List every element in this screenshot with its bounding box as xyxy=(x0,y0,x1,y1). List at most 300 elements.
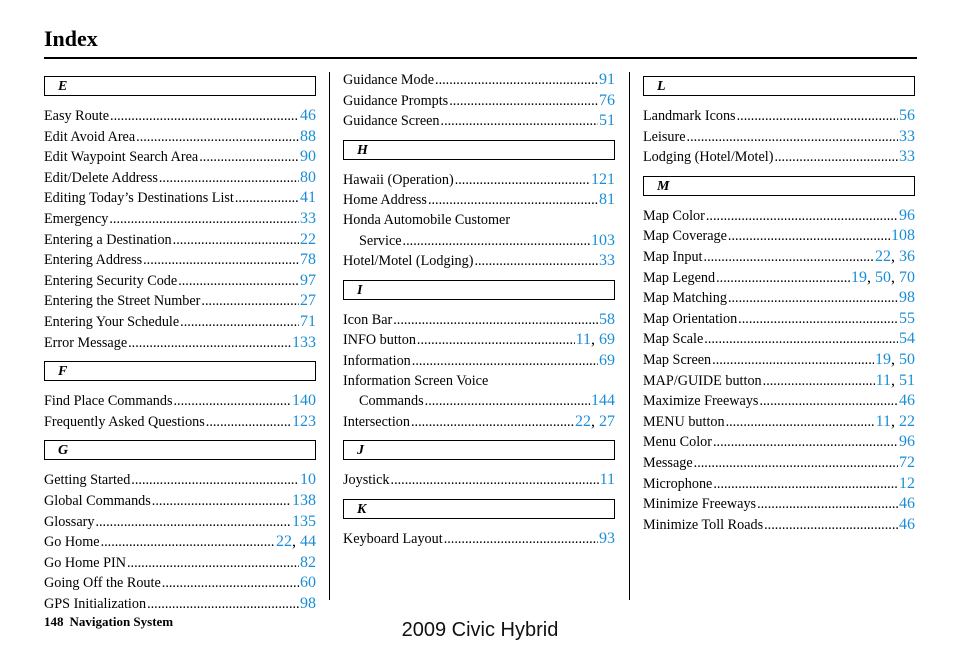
entry-pages xyxy=(300,106,316,126)
entry-label: Message xyxy=(643,454,693,471)
index-entry xyxy=(44,271,316,292)
page-link[interactable]: 70 xyxy=(899,268,915,286)
entry-label: Map Input xyxy=(643,248,703,265)
page-separator: , xyxy=(867,268,875,286)
dot-leader xyxy=(687,128,898,148)
entry-label: Lodging (Hotel/Motel) xyxy=(643,149,774,166)
entry-label: Information xyxy=(343,352,411,369)
entry-pages xyxy=(300,209,316,229)
entry-label: Service xyxy=(359,232,402,249)
index-section xyxy=(343,140,615,272)
index-section xyxy=(643,176,915,536)
page-link[interactable]: 50 xyxy=(875,268,891,286)
entry-pages xyxy=(292,391,316,411)
page-link[interactable]: 55 xyxy=(899,309,915,327)
entry-pages xyxy=(300,291,316,311)
entry-pages xyxy=(899,453,915,473)
entry-pages xyxy=(599,111,615,131)
page-link[interactable]: 50 xyxy=(899,350,915,368)
page-link[interactable]: 54 xyxy=(899,330,915,348)
page-link[interactable]: 103 xyxy=(591,231,615,249)
dot-leader xyxy=(147,595,299,615)
entry-label: Edit Waypoint Search Area xyxy=(44,149,199,166)
dot-leader xyxy=(162,574,299,594)
index-entry xyxy=(343,231,615,252)
index-entry xyxy=(44,250,316,271)
dot-leader xyxy=(173,392,291,412)
page-link[interactable]: 11 xyxy=(875,371,891,389)
entry-pages xyxy=(899,309,915,329)
entry-pages xyxy=(851,268,915,288)
page-link[interactable]: 56 xyxy=(899,107,915,124)
dot-leader xyxy=(474,252,598,272)
index-section xyxy=(44,440,316,614)
entry-pages xyxy=(292,333,316,353)
dot-leader xyxy=(704,248,874,268)
index-entry xyxy=(343,170,615,191)
entry-pages xyxy=(876,412,915,432)
page-link[interactable]: 93 xyxy=(599,529,615,547)
page-link[interactable]: 51 xyxy=(899,371,915,389)
index-entry xyxy=(44,470,316,491)
page-link[interactable]: 33 xyxy=(899,127,915,145)
section-letter-header: E xyxy=(44,76,316,96)
index-entry xyxy=(643,247,915,268)
entry-pages xyxy=(591,231,615,251)
page-link[interactable]: 11 xyxy=(599,471,615,489)
page-link[interactable]: 22 xyxy=(276,533,292,551)
page-link[interactable]: 97 xyxy=(300,271,316,289)
dot-leader xyxy=(178,272,299,292)
entry-label: Entering the Street Number xyxy=(44,293,201,310)
dot-leader xyxy=(737,107,898,127)
index-entry xyxy=(343,529,615,550)
index-column-1 xyxy=(44,70,316,614)
entry-pages xyxy=(876,371,915,391)
entry-pages xyxy=(300,168,316,188)
page-link[interactable]: 138 xyxy=(292,491,316,509)
index-entry xyxy=(44,209,316,230)
page-link[interactable]: 135 xyxy=(292,512,316,530)
page-link[interactable]: 96 xyxy=(899,206,915,224)
entry-label: Minimize Toll Roads xyxy=(643,516,764,533)
entry-label: Joystick xyxy=(343,472,390,489)
entry-pages xyxy=(899,432,915,452)
page-link[interactable]: 10 xyxy=(300,471,316,489)
index-entry xyxy=(343,70,615,91)
page-link[interactable]: 121 xyxy=(591,170,615,188)
index-entry xyxy=(343,251,615,272)
page-link[interactable]: 60 xyxy=(300,574,316,592)
entry-pages xyxy=(300,470,316,490)
entry-label: Hotel/Motel (Lodging) xyxy=(343,253,474,270)
dot-leader xyxy=(713,475,898,495)
index-entry xyxy=(44,188,316,209)
dot-leader xyxy=(128,334,291,354)
index-entry xyxy=(343,470,615,491)
entry-label: Error Message xyxy=(44,334,128,351)
page-link[interactable]: 44 xyxy=(300,533,316,551)
dot-leader xyxy=(425,392,590,412)
entry-pages xyxy=(899,147,915,167)
index-entry xyxy=(643,474,915,495)
dot-leader xyxy=(757,495,898,515)
entry-label: Entering Your Schedule xyxy=(44,313,180,330)
entry-pages xyxy=(599,351,615,371)
page-link[interactable]: 72 xyxy=(899,453,915,471)
entry-label: Map Color xyxy=(643,207,705,224)
entry-label: Microphone xyxy=(643,475,713,492)
page-link[interactable]: 46 xyxy=(899,515,915,533)
page-link[interactable]: 41 xyxy=(300,189,316,207)
dot-leader xyxy=(694,454,898,474)
section-letter-header: J xyxy=(343,440,615,460)
page-link[interactable]: 11 xyxy=(875,412,891,430)
index-entry xyxy=(643,147,915,168)
entry-label: Go Home PIN xyxy=(44,554,126,571)
section-letter-header: K xyxy=(343,499,615,519)
page-link[interactable]: 46 xyxy=(899,495,915,513)
dot-leader xyxy=(411,413,574,433)
index-entry xyxy=(643,309,915,330)
entry-label: INFO button xyxy=(343,332,416,349)
page-separator: , xyxy=(891,371,899,389)
page-link[interactable]: 76 xyxy=(599,91,615,109)
entry-pages xyxy=(875,247,915,267)
page-link[interactable]: 80 xyxy=(300,168,316,186)
dot-leader xyxy=(199,148,299,168)
index-entry xyxy=(44,147,316,168)
index-entry xyxy=(643,453,915,474)
index-entry xyxy=(44,512,316,533)
dot-leader xyxy=(716,269,850,289)
dot-leader xyxy=(403,232,590,252)
entry-pages xyxy=(875,350,915,370)
entry-pages xyxy=(899,515,915,535)
index-section xyxy=(343,280,615,433)
page-link[interactable]: 33 xyxy=(300,209,316,227)
entry-pages xyxy=(891,226,915,246)
index-entry xyxy=(44,333,316,354)
section-letter-header: M xyxy=(643,176,915,196)
entry-pages xyxy=(599,529,615,549)
page-link[interactable]: 22 xyxy=(899,412,915,430)
title-rule xyxy=(44,57,917,59)
entry-pages xyxy=(292,512,316,532)
entry-label: Icon Bar xyxy=(343,311,393,328)
dot-leader xyxy=(728,227,890,247)
entry-pages xyxy=(300,573,316,593)
index-entry xyxy=(643,329,915,350)
page-link[interactable]: 22 xyxy=(875,247,891,265)
index-section xyxy=(44,361,316,432)
entry-label: Emergency xyxy=(44,210,109,227)
dot-leader xyxy=(235,189,299,209)
index-entry xyxy=(643,350,915,371)
entry-label: Glossary xyxy=(44,513,95,530)
dot-leader xyxy=(435,71,598,91)
entry-pages xyxy=(899,288,915,308)
dot-leader xyxy=(159,169,299,189)
entry-pages xyxy=(899,106,915,126)
dot-leader xyxy=(764,516,898,536)
entry-pages xyxy=(599,70,615,90)
entry-label: Guidance Screen xyxy=(343,113,440,130)
entry-label: Global Commands xyxy=(44,492,151,509)
entry-pages xyxy=(300,127,316,147)
entry-label: Information Screen Voice xyxy=(343,372,489,389)
entry-label: Intersection xyxy=(343,413,410,430)
dot-leader xyxy=(706,207,898,227)
dot-leader xyxy=(763,372,875,392)
index-entry xyxy=(44,412,316,433)
index-section xyxy=(343,499,615,550)
dot-leader xyxy=(441,112,598,132)
index-column-3 xyxy=(643,70,915,535)
index-entry-label-line xyxy=(343,211,615,231)
entry-pages xyxy=(600,470,615,490)
page-link[interactable]: 96 xyxy=(899,433,915,451)
index-entry xyxy=(44,391,316,412)
entry-pages xyxy=(300,553,316,573)
entry-label: Landmark Icons xyxy=(643,108,736,124)
dot-leader xyxy=(206,413,291,433)
page-separator: , xyxy=(891,247,899,265)
dot-leader xyxy=(713,433,898,453)
page-link[interactable]: 33 xyxy=(899,148,915,166)
index-entry xyxy=(44,291,316,312)
dot-leader xyxy=(728,289,898,309)
column-divider xyxy=(629,72,630,600)
entry-label: Going Off the Route xyxy=(44,575,161,592)
dot-leader xyxy=(101,533,275,553)
page-link[interactable]: 140 xyxy=(292,392,316,410)
page-link[interactable]: 46 xyxy=(899,392,915,410)
section-letter-header: F xyxy=(44,361,316,381)
entry-pages xyxy=(300,312,316,332)
page-link[interactable]: 78 xyxy=(300,251,316,269)
index-entry xyxy=(44,553,316,574)
index-section xyxy=(343,440,615,491)
entry-pages xyxy=(276,532,316,552)
dot-leader xyxy=(391,471,599,491)
entry-label: Find Place Commands xyxy=(44,393,173,410)
entry-label: Map Matching xyxy=(643,290,727,307)
index-entry xyxy=(44,106,316,127)
entry-pages xyxy=(599,190,615,210)
index-entry xyxy=(343,91,615,112)
entry-label: Entering a Destination xyxy=(44,231,172,248)
index-entry xyxy=(343,391,615,412)
page-link[interactable]: 22 xyxy=(300,230,316,248)
index-entry xyxy=(44,312,316,333)
dot-leader xyxy=(131,471,299,491)
entry-pages xyxy=(300,230,316,250)
entry-pages xyxy=(591,391,615,411)
page-link[interactable]: 123 xyxy=(292,412,316,430)
dot-leader xyxy=(726,413,875,433)
page-link[interactable]: 11 xyxy=(575,331,591,349)
entry-pages xyxy=(599,251,615,271)
entry-label: Keyboard Layout xyxy=(343,530,443,547)
entry-label: Maximize Freeways xyxy=(643,393,759,410)
page-separator: , xyxy=(591,412,599,430)
entry-pages xyxy=(899,206,915,226)
section-letter-header: L xyxy=(643,76,915,96)
entry-label: Honda Automobile Customer xyxy=(343,211,511,228)
dot-leader xyxy=(95,513,291,533)
page-link[interactable]: 98 xyxy=(300,594,316,612)
index-entry xyxy=(643,106,915,127)
entry-pages xyxy=(292,491,316,511)
entry-pages xyxy=(599,310,615,330)
entry-pages xyxy=(591,170,615,190)
entry-label: Map Scale xyxy=(643,331,704,348)
index-entry xyxy=(343,111,615,132)
index-section xyxy=(343,70,615,132)
index-entry xyxy=(643,391,915,412)
page-link[interactable]: 88 xyxy=(300,127,316,145)
page-link[interactable]: 33 xyxy=(599,252,615,270)
entry-label: MENU button xyxy=(643,413,725,430)
entry-pages xyxy=(899,127,915,147)
entry-pages xyxy=(899,329,915,349)
page-title: Index xyxy=(44,26,98,51)
entry-label: Hawaii (Operation) xyxy=(343,171,454,188)
index-entry xyxy=(643,432,915,453)
dot-leader xyxy=(393,311,598,331)
index-entry xyxy=(44,168,316,189)
entry-pages xyxy=(899,494,915,514)
entry-pages xyxy=(899,474,915,494)
page-link[interactable]: 58 xyxy=(599,310,615,328)
dot-leader xyxy=(143,251,299,271)
page-link[interactable]: 36 xyxy=(899,247,915,265)
page-link[interactable]: 144 xyxy=(591,392,615,410)
entry-label: Map Coverage xyxy=(643,228,727,245)
entry-pages xyxy=(599,91,615,111)
page-link[interactable]: 91 xyxy=(599,71,615,88)
page-link[interactable]: 27 xyxy=(300,292,316,310)
page-link[interactable]: 69 xyxy=(599,331,615,349)
dot-leader xyxy=(449,92,598,112)
index-entry xyxy=(44,127,316,148)
page-separator: , xyxy=(891,268,899,286)
index-entry xyxy=(44,573,316,594)
dot-leader xyxy=(444,530,598,550)
index-entry xyxy=(643,371,915,392)
page-link[interactable]: 22 xyxy=(575,412,591,430)
entry-pages xyxy=(300,250,316,270)
index-entry xyxy=(643,494,915,515)
section-letter-header: G xyxy=(44,440,316,460)
column-divider xyxy=(329,72,330,600)
page-link[interactable]: 19 xyxy=(875,350,891,368)
entry-pages xyxy=(292,412,316,432)
entry-label: Minimize Freeways xyxy=(643,496,757,513)
page-separator: , xyxy=(292,533,300,551)
dot-leader xyxy=(201,292,299,312)
dot-leader xyxy=(127,554,299,574)
entry-label: Entering Security Code xyxy=(44,272,178,289)
page-link[interactable]: 51 xyxy=(599,112,615,130)
page-link[interactable]: 82 xyxy=(300,553,316,571)
entry-label: Guidance Mode xyxy=(343,72,435,88)
index-section xyxy=(643,76,915,168)
entry-label: Guidance Prompts xyxy=(343,92,449,109)
index-entry xyxy=(343,351,615,372)
page-link[interactable]: 46 xyxy=(300,107,316,124)
entry-pages xyxy=(300,594,316,614)
entry-label: Frequently Asked Questions xyxy=(44,413,205,430)
entry-label: Map Screen xyxy=(643,351,712,368)
dot-leader xyxy=(110,107,299,127)
page-link[interactable]: 12 xyxy=(899,474,915,492)
index-entry xyxy=(643,412,915,433)
index-entry-label-line xyxy=(343,372,615,392)
page-link[interactable]: 19 xyxy=(851,268,867,286)
page-link[interactable]: 90 xyxy=(300,148,316,166)
index-entry xyxy=(44,532,316,553)
index-entry xyxy=(343,310,615,331)
dot-leader xyxy=(412,352,598,372)
entry-pages xyxy=(300,147,316,167)
dot-leader xyxy=(109,210,299,230)
page-number: 148 xyxy=(44,614,64,629)
entry-label: MAP/GUIDE button xyxy=(643,372,762,389)
section-letter-header: H xyxy=(343,140,615,160)
dot-leader xyxy=(136,128,299,148)
dot-leader xyxy=(173,231,299,251)
dot-leader xyxy=(180,313,299,333)
index-entry xyxy=(44,230,316,251)
page-link[interactable]: 133 xyxy=(292,333,316,351)
entry-pages xyxy=(576,330,615,350)
page-link[interactable]: 69 xyxy=(599,351,615,369)
page-link[interactable]: 81 xyxy=(599,191,615,209)
entry-pages xyxy=(575,412,615,432)
dot-leader xyxy=(712,351,874,371)
entry-label: Home Address xyxy=(343,192,427,209)
entry-label: Entering Address xyxy=(44,252,143,269)
index-entry xyxy=(44,594,316,615)
page-link[interactable]: 98 xyxy=(899,289,915,307)
entry-label: Map Legend xyxy=(643,269,716,286)
dot-leader xyxy=(152,492,291,512)
entry-pages xyxy=(300,188,316,208)
section-letter-header: I xyxy=(343,280,615,300)
page-link[interactable]: 71 xyxy=(300,312,316,330)
entry-label: Go Home xyxy=(44,534,100,551)
page-link[interactable]: 108 xyxy=(891,227,915,245)
entry-label: GPS Initialization xyxy=(44,595,147,612)
book-title: Navigation System xyxy=(69,614,174,629)
entry-label: Edit Avoid Area xyxy=(44,128,136,145)
entry-label: Map Orientation xyxy=(643,310,738,327)
index-entry xyxy=(343,330,615,351)
entry-label: Leisure xyxy=(643,128,686,145)
entry-label: Easy Route xyxy=(44,108,110,124)
page-link[interactable]: 27 xyxy=(599,412,615,430)
dot-leader xyxy=(774,148,898,168)
entry-label: Edit/Delete Address xyxy=(44,169,158,186)
watermark: 2009 Civic Hybrid xyxy=(401,619,559,641)
page-separator: , xyxy=(891,412,899,430)
index-entry xyxy=(44,491,316,512)
index-column-2 xyxy=(343,70,615,550)
index-section xyxy=(44,76,316,353)
dot-leader xyxy=(455,171,590,191)
